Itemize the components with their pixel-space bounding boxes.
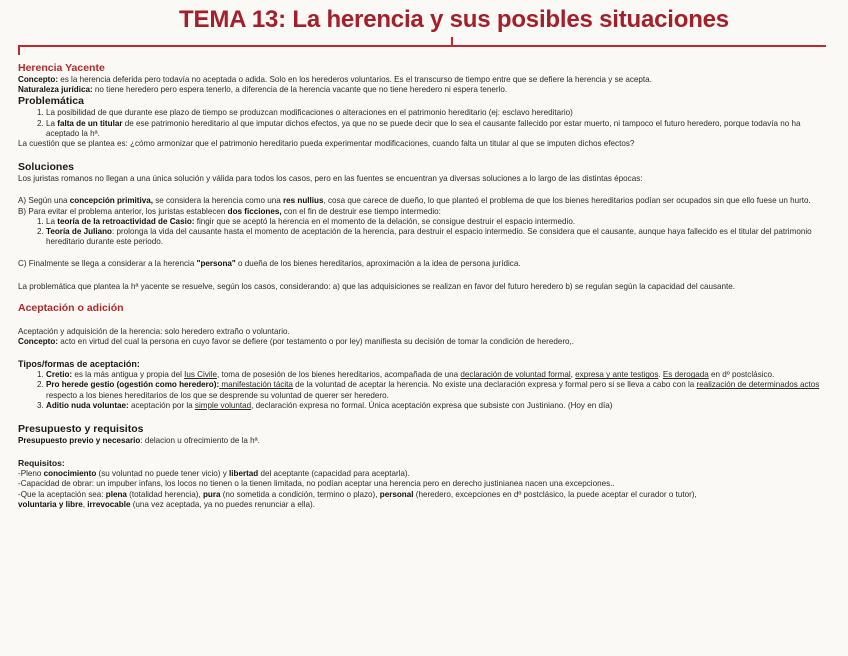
paragraph-adquisicion: Aceptación y adquisición de la herencia: solo heredero extraño o voluntario. xyxy=(18,326,290,336)
underline-left-tick xyxy=(18,45,20,55)
paragraph-requisito-2: -Capacidad de obrar: un impuber infans, los locos no tienen o la tienen limitada, no podían aceptar una herencia pero en derecho justinianea nacen una excepciones.. xyxy=(18,479,615,489)
paragraph-solucion-b: B) Para evitar el problema anterior, los juristas establecen dos ficciones, con el fin de destruir ese tiempo intermedio: xyxy=(18,206,441,216)
heading-presupuesto: Presupuesto y requisitos xyxy=(18,423,144,436)
paragraph-aceptacion-concepto: Concepto: acto en virtud del cual la persona en cuyo favor se defiere (por testamento o por ley) manifiesta su decisión de tomar la condición de heredero,. xyxy=(18,337,575,347)
paragraph-requisito-3: -Que la aceptación sea: plena (totalidad herencia), pura (no sometida a condición, termino o plazo), personal (heredero, excepciones en dº postclásico, la puede aceptar el curador o tutor), xyxy=(18,489,697,499)
paragraph-soluciones-intro: Los juristas romanos no llegan a una única solución y válida para todos los casos, pero en las fuentes se encuentran ya diversas soluciones a lo largo de las distintas épocas: xyxy=(18,174,643,184)
title-underline xyxy=(18,45,826,47)
heading-herencia-yacente: Herencia Yacente xyxy=(18,62,105,74)
list-item: 2. Pro herede gestio (ogestión como heredero): manifestación tácita de la voluntad de aceptar la herencia. No existe una declaración expresa y formal pero si se lleva a cabo con la realización de determinados actos respecto a los bienes hereditarios de los que se desprende su voluntad de querer ser heredero. xyxy=(46,380,836,400)
list-item: 1. Cretio: es la más antigua y propia del Ius Civile, toma de posesión de los bienes hereditarios, acompañada de una declaración de voluntad formal, expresa y ante testigos. Es derogada en dº postclásico. xyxy=(46,370,836,380)
paragraph-cuestion: La cuestión que se plantea es: ¿cómo armonizar que el patrimonio hereditario pueda experimentar modificaciones, cuando falta un titular al que se imputen dichos efectos? xyxy=(18,139,635,149)
document-body xyxy=(18,62,836,510)
paragraph-requisito-1: -Pleno conocimiento (su voluntad no puede tener vicio) y libertad del aceptante (capacidad para aceptarla). xyxy=(18,469,410,479)
heading-tipos: Tipos/formas de aceptación: xyxy=(18,359,140,370)
heading-soluciones: Soluciones xyxy=(18,161,75,174)
list-item: 2. Teoría de Juliano: prolonga la vida del causante hasta el momento de aceptación de la herencia, para destruir el espacio intermedio. Se considera que el causante, aunque haya fallecido es el titular del patrimonio hereditario durante este periodo. xyxy=(46,227,836,247)
list-item: 1. La posibilidad de que durante ese plazo de tiempo se produzcan modificaciones o alteraciones en el patrimonio hereditario (ej: esclavo hereditario) xyxy=(46,108,836,118)
heading-problematica: Problemática xyxy=(18,95,84,108)
page-title: TEMA 13: La herencia y sus posibles situaciones xyxy=(179,6,729,33)
paragraph-concepto: Concepto: es la herencia deferida pero todavía no aceptada o adida. Solo en los herederos voluntarios. Es el transcurso de tiempo entre que se defiere la herencia y se acepta. xyxy=(18,75,652,84)
list-item: 1. La teoría de la retroactividad de Casio: fingir que se aceptó la herencia en el momento de la delación, se consigue destruir el espacio intermedio. xyxy=(46,217,836,227)
heading-requisitos: Requisitos: xyxy=(18,458,65,469)
underline-mid-tick xyxy=(451,37,453,46)
tipos-list xyxy=(18,370,836,411)
problematica-list xyxy=(18,108,836,139)
paragraph-presupuesto-previo: Presupuesto previo y necesario: delacion u ofrecimiento de la hª. xyxy=(18,436,260,446)
list-item: 2. La falta de un titular de ese patrimonio hereditario al que imputar dichos efectos, ya que no se puede decir que lo sea el causante fallecido por estar muerto, ni tampoco el futuro heredero, porque todavía no ha aceptado la hª. xyxy=(46,119,836,139)
paragraph-requisito-4: voluntaria y libre, irrevocable (una vez aceptada, ya no puedes renunciar a ella). xyxy=(18,499,315,509)
ficciones-list xyxy=(18,217,836,248)
paragraph-solucion-c: C) Finalmente se llega a considerar a la herencia "persona" o dueña de los bienes hereditarios, aproximación a la idea de persona jurídica. xyxy=(18,259,521,269)
list-item: 3. Aditio nuda voluntae: aceptación por la simple voluntad, declaración expresa no formal. Única aceptación expresa que subsiste con Justiniano. (Hoy en día) xyxy=(46,401,836,411)
paragraph-resumen: La problemática que plantea la hª yacente se resuelve, según los casos, considerando: a) que las adquisiciones se realizan en favor del futuro heredero b) se regulan según la capacidad del causante. xyxy=(18,281,736,291)
paragraph-naturaleza: Naturaleza jurídica: no tiene heredero pero espera tenerlo, a diferencia de la herencia vacante que no tiene heredero ni espera tenerlo. xyxy=(18,85,508,95)
paragraph-solucion-a: A) Según una concepción primitiva, se considera la herencia como una res nullius, cosa que carece de dueño, lo que planteó el problema de que los bienes hereditarios podían ser ocupados sin que ello fuese un hurto. xyxy=(18,196,811,206)
heading-aceptacion: Aceptación o adición xyxy=(18,301,124,314)
